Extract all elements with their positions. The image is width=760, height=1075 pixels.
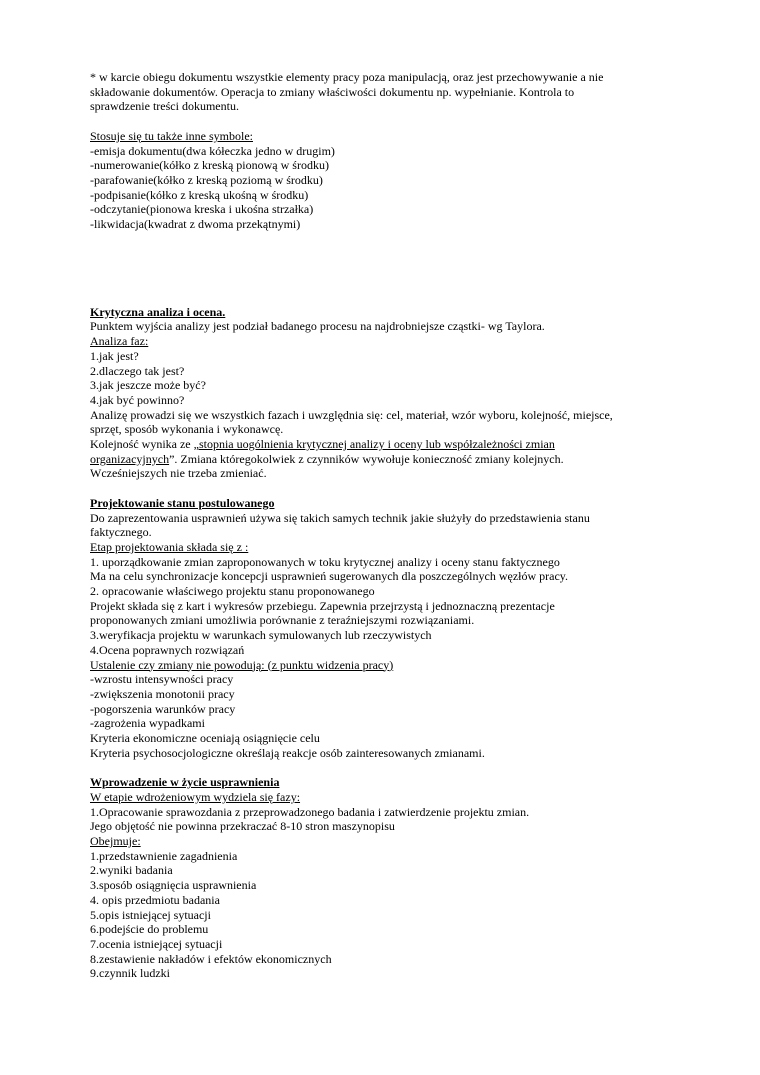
includes-heading: Obejmuje:: [90, 834, 141, 848]
text-line: faktycznego.: [90, 525, 152, 540]
stages-heading: Etap projektowania składa się z :: [90, 539, 249, 554]
section-title: Projektowanie stanu postulowanego: [90, 495, 275, 510]
text-line: Kryteria ekonomiczne oceniają osiągnięcie celu: [90, 731, 320, 746]
list-item: 1.przedstawnienie zagadnienia: [90, 848, 238, 863]
list-item: 2.wyniki badania: [90, 863, 173, 878]
list-item: -odczytanie(pionowa kreska i ukośna strzałka): [90, 202, 314, 217]
projecting-section: [90, 496, 680, 761]
text-line: 3.weryfikacja projektu w warunkach symulowanych lub rzeczywistych: [90, 628, 432, 643]
text-line: sprawdzenie treści dokumentu.: [90, 99, 239, 114]
list-item: -emisja dokumentu(dwa kółeczka jedno w drugim): [90, 143, 335, 158]
list-item: 6.podejście do problemu: [90, 922, 209, 937]
list-item: 7.ocenia istniejącej sytuacji: [90, 936, 223, 951]
analysis-section: [90, 305, 680, 481]
text-line: Jego objętość nie powinna przekraczać 8-10 stron maszynopisu: [90, 819, 395, 834]
text-line: 1.Opracowanie sprawozdania z przeprowadzonego badania i zatwierdzenie projektu zmian.: [90, 804, 530, 819]
order-line: [90, 452, 680, 467]
text-line: Punktem wyjścia analizy jest podział badanego procesu na najdrobniejsze cząstki- wg Taylora.: [90, 319, 545, 334]
list-item: -podpisanie(kółko z kreską ukośną w środku): [90, 187, 309, 202]
list-item: -pogorszenia warunków pracy: [90, 701, 236, 716]
symbols-section: [90, 129, 680, 232]
symbols-heading: Stosuje się tu także inne symbole:: [90, 128, 253, 143]
list-item: -parafowanie(kółko z kreską poziomą w środku): [90, 172, 323, 187]
text-line: 1. uporządkowanie zmian zaproponowanych w toku krytycznej analizy i oceny stanu faktycznego: [90, 554, 560, 569]
text-line: Analizę prowadzi się we wszystkich fazach i uwzględnia się: cel, materiał, wzór wyboru, kolejność, miejsce,: [90, 407, 613, 422]
list-item: 5.opis istniejącej sytuacji: [90, 907, 211, 922]
list-item: -wzrostu intensywności pracy: [90, 672, 234, 687]
check-heading: Ustalenie czy zmiany nie powodują: (z punktu widzenia pracy): [90, 657, 394, 672]
list-item: 2.dlaczego tak jest?: [90, 363, 185, 378]
order-prefix: Kolejność wynika ze: [90, 437, 194, 452]
implementation-section: [90, 775, 680, 981]
text-line: 2. opracowanie właściwego projektu stanu proponowanego: [90, 584, 375, 599]
text-line: * w karcie obiegu dokumentu wszystkie elementy pracy poza manipulacją, oraz jest przechowywanie a nie: [90, 70, 604, 84]
section-title: Krytyczna analiza i ocena.: [90, 304, 226, 319]
order-quote: „stopnia uogólnienia krytycznej analizy i oceny lub współzależności zmian: [193, 437, 555, 452]
text-line: 4.Ocena poprawnych rozwiązań: [90, 642, 245, 657]
list-item: 3.jak jeszcze może być?: [90, 378, 206, 393]
text-line: Wcześniejszych nie trzeba zmieniać.: [90, 466, 267, 481]
text-line: składowanie dokumentów. Operacja to zmiany właściwości dokumentu np. wypełnianie. Kontrola to: [90, 84, 575, 99]
text-line: proponowanych zmiani umożliwia porównanie z teraźniejszymi rozwiązaniami.: [90, 613, 475, 628]
list-item: -zwiększenia monotonii pracy: [90, 686, 235, 701]
text-line: Ma na celu synchronizacje koncepcji usprawnień sugerowanych dla poszczególnych węzłów pracy.: [90, 569, 569, 584]
intro-paragraph: [90, 70, 680, 114]
list-item: -numerowanie(kółko z kreską pionową w środku): [90, 158, 329, 173]
list-item: -zagrożenia wypadkami: [90, 716, 205, 731]
phases-heading: Analiza faz:: [90, 334, 149, 349]
phases-heading: W etapie wdrożeniowym wydziela się fazy:: [90, 789, 301, 804]
list-item: 9.czynnik ludzki: [90, 966, 170, 981]
list-item: 4. opis przedmiotu badania: [90, 892, 220, 907]
order-line: [90, 437, 680, 452]
text-line: sprzęt, sposób wykonania i wykonawcę.: [90, 422, 284, 437]
list-item: 1.jak jest?: [90, 348, 139, 363]
list-item: 8.zestawienie nakładów i efektów ekonomicznych: [90, 951, 332, 966]
order-quote: organizacyjnych: [90, 451, 170, 466]
section-title: Wprowadzenie w życie usprawnienia: [90, 775, 280, 790]
text-line: Projekt składa się z kart i wykresów przebiegu. Zapewnia przejrzystą i jednoznaczną prezentacje: [90, 598, 555, 613]
list-item: -likwidacja(kwadrat z dwoma przekątnymi): [90, 217, 301, 232]
text-line: Do zaprezentowania usprawnień używa się takich samych technik jakie służyły do przedstawienia stanu: [90, 510, 590, 525]
list-item: 3.sposób osiągnięcia usprawnienia: [90, 878, 257, 893]
text-line: Kryteria psychosocjologiczne określają reakcje osób zainteresowanych zmianami.: [90, 745, 485, 760]
document-body: [90, 70, 680, 981]
list-item: 4.jak być powinno?: [90, 392, 185, 407]
order-suffix: ”. Zmiana któregokolwiek z czynników wywołuje konieczność zmiany kolejnych.: [169, 451, 564, 466]
